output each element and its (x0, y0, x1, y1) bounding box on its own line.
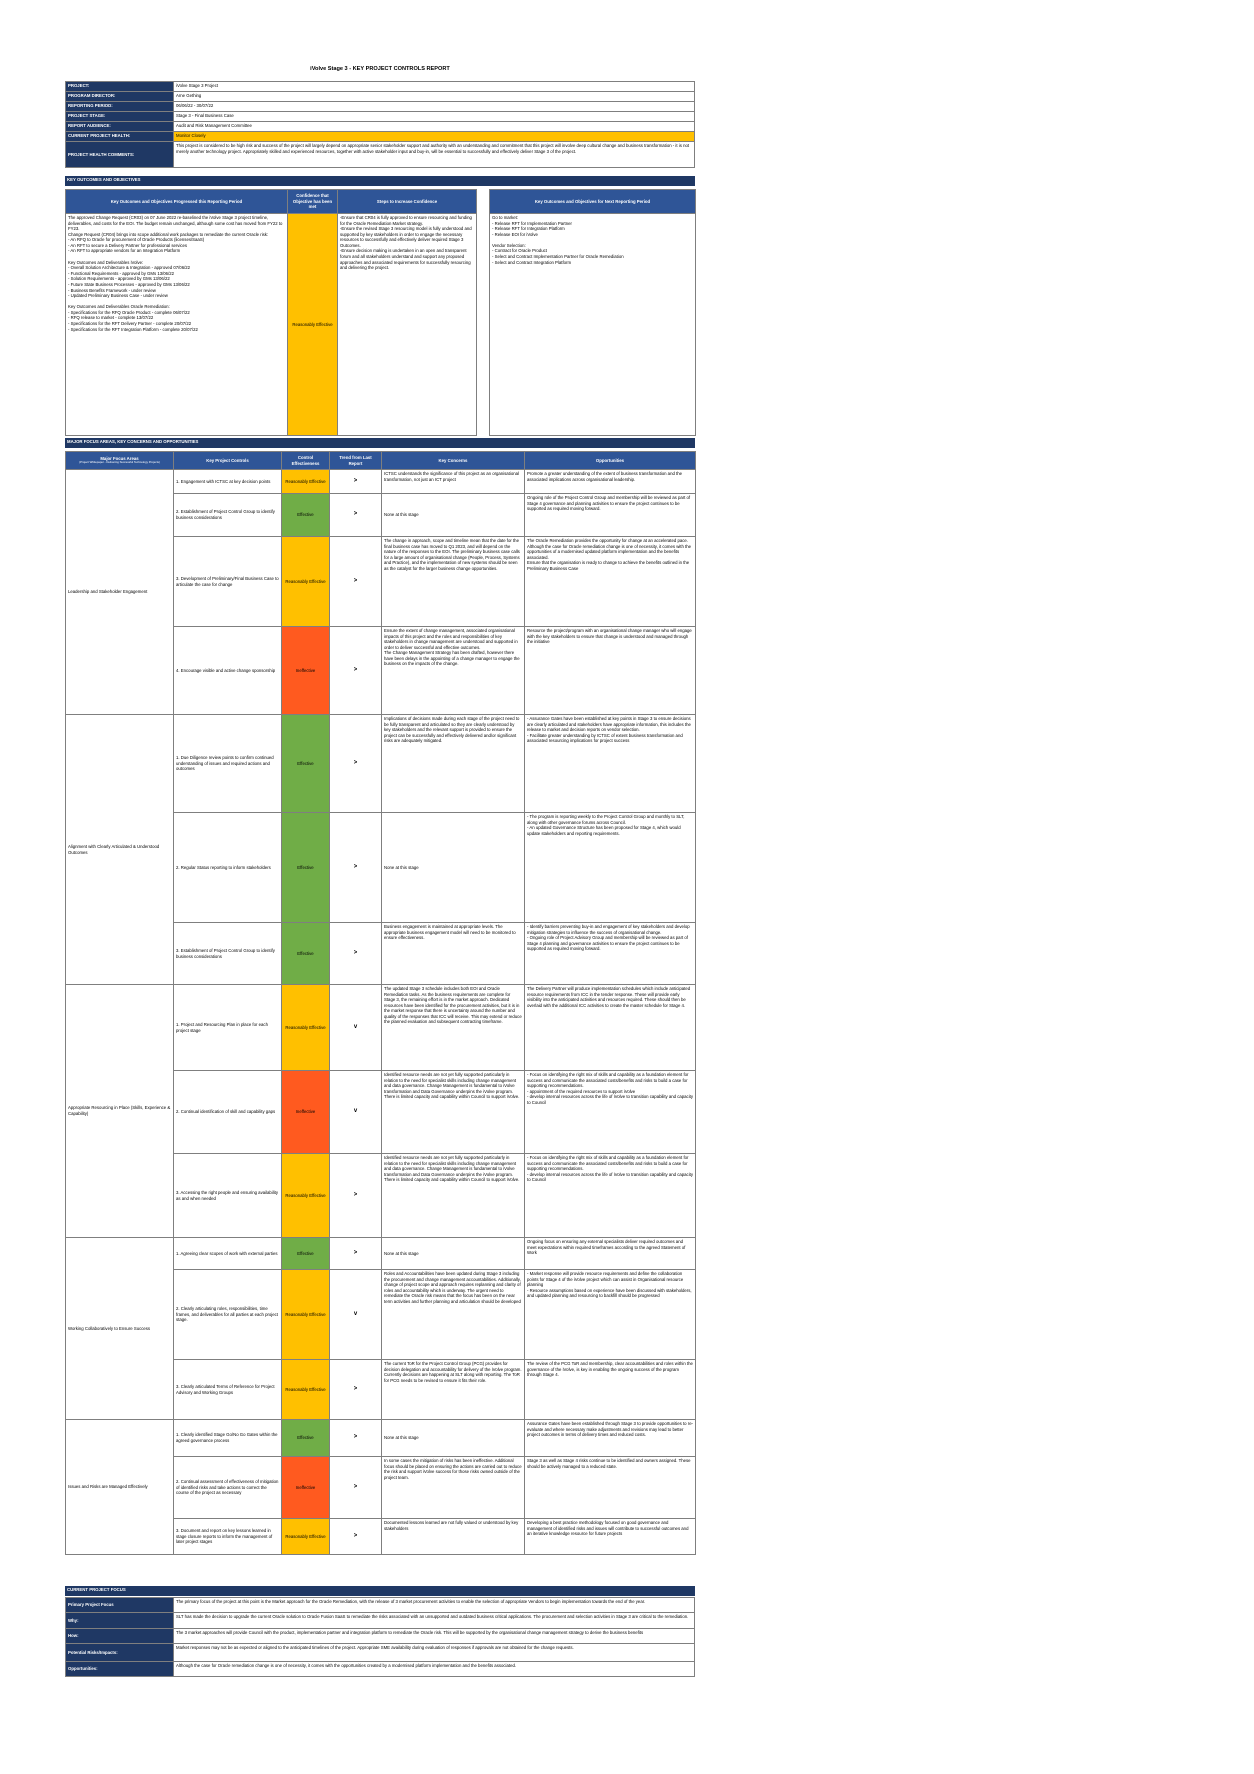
concern-text: Documented lessons learned are not fully valued or understood by key stakeholders (382, 1519, 525, 1555)
control-text: 2. Regular Status reporting to inform stakeholders (174, 813, 282, 923)
current-focus-value: The primary focus of the project at this point is the Market approach for the Oracle Remediation, with the release of 3 market procurement activities to enable the selection of appropriate Vendors to begin implementation towards the end of the year. (174, 1598, 695, 1613)
effectiveness-rating: Reasonably Effective (282, 470, 330, 494)
opportunity-text: - Focus on identifying the right mix of skills and capability as a foundation element for success and communicate the associated costs/benefits and risks to build a case for supporting recommendations. - develop internal resources across the life of iVolve to transition capability and capacity to Council (525, 1154, 696, 1238)
spacer-cell (477, 190, 490, 214)
control-text: 1. Due Diligence review points to confirm continued understanding of issues and required actions and outcomes (174, 715, 282, 813)
info-label: PROJECT HEALTH COMMENTS: (66, 142, 174, 168)
project-info-row (66, 112, 695, 122)
opportunity-text: Promote a greater understanding of the extent of business transformation and the associated implications across organisational leadership. (525, 470, 696, 494)
concern-text: Business engagement is maintained at appropriate levels. The appropriate business engagement model will need to be monitored to ensure effectiveness. (382, 923, 525, 985)
effectiveness-rating: Effective (282, 1238, 330, 1270)
project-info-row (66, 142, 695, 168)
info-label: CURRENT PROJECT HEALTH: (66, 132, 174, 142)
control-text: 3. Clearly articulated Terms of Reference for Project Advisory and Working Groups (174, 1360, 282, 1420)
control-text: 3. Establishment of Project Control Group to identify business considerations (174, 923, 282, 985)
control-text: 3. Document and report on key lessons learned in stage closure reports to inform the management of later project stages (174, 1519, 282, 1555)
current-focus-row (66, 1644, 695, 1662)
opportunity-text: Developing a best practice methodology focused on good governance and management of identified risks and issues will contribute to successful outcomes and an iterative knowledge resource for future projects (525, 1519, 696, 1555)
control-text: 4. Encourage visible and active change sponsorship (174, 627, 282, 715)
opportunity-text: - Identify barriers preventing buy-in and engagement of key stakeholders and develop mitigation strategies to influence the success of organisational change. - Ongoing role of Project Advisory Group and membership will be reviewed as part of Stage 4 planning and governance activities to ensure the project continues to be supported as required moving forward. (525, 923, 696, 985)
info-label: REPORTING PERIOD: (66, 102, 174, 112)
trend-indicator: > (330, 1238, 382, 1270)
effectiveness-rating: Reasonably Effective (282, 985, 330, 1071)
trend-indicator: > (330, 494, 382, 537)
trend-indicator: > (330, 1519, 382, 1555)
focus-row (66, 985, 696, 1071)
col-focus-area: Major Focus Areas (Project Whitepaper - Delivering Successful Technology Projects) (66, 452, 174, 470)
current-focus-value: Market responses may not be as expected or aligned to the anticipated timelines of the project. Appropriate SME availability during evaluation of responses if approvals are not obtained for the change requests. (174, 1644, 695, 1662)
trend-indicator: > (330, 1360, 382, 1420)
col-focus-area-sub: (Project Whitepaper - Delivering Successful Technology Projects) (79, 460, 160, 465)
col-concerns: Key Concerns (382, 452, 525, 470)
opportunity-text: Stage 3 as well as Stage 4 risks continue to be identified and owners assigned. These should be actively managed to a reduced state. (525, 1457, 696, 1519)
focus-row (66, 715, 696, 813)
info-value: Audit and Risk Management Committee (174, 122, 695, 132)
col-next: Key Outcomes and Objectives for Next Reporting Period (490, 190, 696, 214)
control-text: 1. Clearly identified Stage Go/No Go Gates within the agreed governance process (174, 1420, 282, 1457)
focus-area-label: Alignment with Clearly Articulated & Understood Outcomes (66, 715, 174, 985)
col-steps: Steps to Increase Confidence (338, 190, 477, 214)
effectiveness-rating: Effective (282, 813, 330, 923)
next-text: Go to market: - Release RFT for Implementation Partner - Release RFT for Integration Platform - Release EOI for iVolve Vendor Selection: - Contract for Oracle Product - Select and Contract Implementation Partner for Oracle Remediation - Select and Contract Integration Platform (490, 214, 696, 436)
current-focus-band: CURRENT PROJECT FOCUS (65, 1586, 695, 1596)
info-label: PROGRAM DIRECTOR: (66, 92, 174, 102)
info-label: REPORT AUDIENCE: (66, 122, 174, 132)
focus-row (66, 1420, 696, 1457)
control-text: 1. Agreeing clear scopes of work with external parties (174, 1238, 282, 1270)
current-focus-value: The 3 market approaches will provide Council with the product, implementation partner and integration platform to remediate the Oracle risk. This will be supported by the organisational change management strategy to derive the business benefits (174, 1629, 695, 1644)
col-progressed: Key Outcomes and Objectives Progressed this Reporting Period (66, 190, 288, 214)
opportunity-text: - Focus on identifying the right mix of skills and capability as a foundation element for success and communicate the associated costs/benefits and risks to build a case for supporting recommendations. - appointment of the required resources to support iVolve - develop internal resources across the life of iVolve to transition capability and capacity to Council (525, 1071, 696, 1154)
spacer-cell (477, 214, 490, 436)
trend-indicator: > (330, 813, 382, 923)
project-info-row (66, 122, 695, 132)
control-text: 2. Continual assessment of effectiveness of mitigation of identified risks and take actions to correct the course of the project as necessary (174, 1457, 282, 1519)
project-info-table (65, 81, 695, 168)
info-value: This project is considered to be high risk and success of the project will largely depend on appropriate senior stakeholder support and authority with an understanding and commitment that this project will involve deep cultural change and business transformation - it is not merely another technology project. Appropriately skilled and experienced resources, together with active stakeholder input and buy-in, will be essential to successfully and effectively deliver Stage 3 of the project. (174, 142, 695, 168)
project-info-row (66, 82, 695, 92)
key-outcomes-table (65, 189, 696, 436)
opportunity-text: The review of the PCG ToR and membership, clear accountabilities and roles within the governance of the iVolve, is key in enabling the ongoing success of the program through Stage 4. (525, 1360, 696, 1420)
control-text: 1. Engagement with ICTSC at key decision points (174, 470, 282, 494)
project-info-row (66, 102, 695, 112)
control-text: 3. Accessing the right people and ensuring availability as and when needed (174, 1154, 282, 1238)
effectiveness-rating: Reasonably Effective (282, 1360, 330, 1420)
concern-text: None at this stage (382, 1420, 525, 1457)
current-focus-label: How: (66, 1629, 174, 1644)
info-value: Arne Gething (174, 92, 695, 102)
concern-text: None at this stage (382, 494, 525, 537)
focus-area-label: Leadership and Stakeholder Engagement (66, 470, 174, 715)
trend-indicator: > (330, 923, 382, 985)
project-health-value: Monitor Closely (174, 132, 695, 142)
concern-text: Roles and Accountabilities have been updated during Stage 3 including the procurement and change management accountabilities. Additionally, change of project scope and approach requires replanning and clarity of roles and accountability which is underway. The urgent need to remediate the Oracle risk means that the focus has been on the near term activities and further planning and articulation should be developed (382, 1270, 525, 1360)
trend-indicator: > (330, 1420, 382, 1457)
current-focus-section (65, 1586, 695, 1677)
effectiveness-rating: Ineffective (282, 627, 330, 715)
current-focus-row (66, 1613, 695, 1629)
concern-text: ICTSC understands the significance of this project as an organisational transformation, not just an ICT project (382, 470, 525, 494)
col-confidence: Confidence that Objective has been met (288, 190, 338, 214)
focus-row (66, 1238, 696, 1270)
info-label: PROJECT: (66, 82, 174, 92)
steps-text: -Ensure that CR04 is fully approved to ensure resourcing and funding for the Oracle Remediation Market strategy. -Ensure the revised Stage 3 resourcing model is fully understood and supported by key stakeholders in order to engage the necessary resources to successfully and effectively deliver required Stage 3 Outcomes. -Ensure decision making is undertaken in an open and transparent forum and all stakeholders understand and support any proposed approaches and associated requirements for successfully resourcing and delivering the project. (338, 214, 477, 436)
concern-text: None at this stage (382, 813, 525, 923)
effectiveness-rating: Effective (282, 923, 330, 985)
focus-area-label: Working Collaboratively to Ensure Success (66, 1238, 174, 1420)
control-text: 2. Establishment of Project Control Group to identify business considerations (174, 494, 282, 537)
current-focus-row (66, 1629, 695, 1644)
current-focus-label: Potential Risks/Impacts: (66, 1644, 174, 1662)
current-focus-row (66, 1662, 695, 1677)
trend-indicator: v (330, 1270, 382, 1360)
opportunity-text: The Oracle Remediation provides the opportunity for change at an accelerated pace. Although the case for Oracle remediation change is one of necessity, it comes with the opportunities of a modernised updated platform implementation and the benefits associated. Ensure that the organisation is ready to change to achieve the benefits outlined in the Preliminary Business Case (525, 537, 696, 627)
concern-text: None at this stage (382, 1238, 525, 1270)
opportunity-text: Ongoing focus on ensuring any external specialists deliver required outcomes and meet expectations within required timeframes according to the agreed Statement of Work (525, 1238, 696, 1270)
effectiveness-rating: Reasonably Effective (282, 1154, 330, 1238)
confidence-rating: Reasonably Effective (288, 214, 338, 436)
focus-row (66, 470, 696, 494)
opportunity-text: Ongoing role of the Project Control Group and membership will be reviewed as part of Stage 4 governance and planning activities to ensure the project continues to be supported as required moving forward. (525, 494, 696, 537)
control-text: 2. Clearly articulating roles, responsibilities, time frames, and deliverables for all parties at each project stage. (174, 1270, 282, 1360)
concern-text: Identified resource needs are not yet fully supported particularly in relation to the need for specialist skills including change management and data governance. Change Management is fundamental to iVolve transformation and Data Governance underpins the iVolve program. There is limited capacity and capability within Council to support iVolve. (382, 1154, 525, 1238)
focus-area-label: Appropriate Resourcing in Place (Skills, Experience & Capability) (66, 985, 174, 1238)
current-focus-table (65, 1597, 695, 1677)
opportunity-text: - The program is reporting weekly to the Project Control Group and monthly to SLT, along with other governance forums across Council. - An updated Governance Structure has been proposed for Stage 4, which would update stakeholders and reporting requirements. (525, 813, 696, 923)
opportunity-text: Assurance Gates have been established through Stage 3 to provide opportunities to re-evaluate and where necessary make adjustments and revisions may lead to better project outcomes in terms of delivery times and reduced costs. (525, 1420, 696, 1457)
focus-areas-table (65, 451, 696, 1555)
trend-indicator: > (330, 715, 382, 813)
current-focus-value: Although the case for Oracle remediation change is one of necessity, it comes with the opportunities created by a modernised platform implementation and the benefits associated. (174, 1662, 695, 1677)
col-effectiveness: Control Effectiveness (282, 452, 330, 470)
key-outcomes-band: KEY OUTCOMES AND OBJECTIVES (65, 176, 695, 186)
concern-text: The change in approach, scope and timeline mean that the date for the final business case has moved to Q1 2023, and will depend on the nature of the responses to the EOI. The preliminary business case calls for a large amount of organisational change (People, Process, Systems and Practice), and the implementation of new systems should be seen as the catalyst for the larger business change opportunities. (382, 537, 525, 627)
effectiveness-rating: Ineffective (282, 1071, 330, 1154)
effectiveness-rating: Effective (282, 1420, 330, 1457)
concern-text: The current ToR for the Project Control Group (PCG) provides for decision delegation and accountability for delivery of the iVolve program. Currently decisions are happening at SLT along with reporting. The ToR for PCG needs to be revised to ensure it fits their role. (382, 1360, 525, 1420)
concern-text: Implications of decisions made during each stage of the project need to be fully transparent and articulated so they are clearly understood by key stakeholders and the relevant support is provided to ensure the project can be successfully and effectively delivered and/or significant risks are adequately mitigated. (382, 715, 525, 813)
focus-areas-band: MAJOR FOCUS AREAS, KEY CONCERNS AND OPPORTUNITIES (65, 438, 695, 448)
trend-indicator: > (330, 1457, 382, 1519)
trend-indicator: v (330, 985, 382, 1071)
effectiveness-rating: Ineffective (282, 1457, 330, 1519)
focus-area-label: Issues and Risks are Managed Effectively (66, 1420, 174, 1555)
effectiveness-rating: Reasonably Effective (282, 1519, 330, 1555)
current-focus-row (66, 1598, 695, 1613)
trend-indicator: > (330, 627, 382, 715)
concern-text: Identified resource needs are not yet fully supported particularly in relation to the need for specialist skills including change management and data governance. Change Management is fundamental to iVolve transformation and Data Governance underpins the iVolve program. There is limited capacity and capability within Council to support iVolve. (382, 1071, 525, 1154)
concern-text: The updated Stage 3 schedule includes both EOI and Oracle Remediation tasks. As the business requirements are complete for Stage 3, the remaining effort is in the market approach. Dedicated resources have been identified for the procurement activities, but it is in the market response that there is uncertainty around the number and quality of the responses that ICC will receive. This may extend or reduce the planned evaluation and subsequent contracting timeframe. (382, 985, 525, 1071)
control-text: 3. Development of Preliminary/Final Business Case to articulate the case for change (174, 537, 282, 627)
effectiveness-rating: Reasonably Effective (282, 537, 330, 627)
trend-indicator: v (330, 1071, 382, 1154)
opportunity-text: Resource the project/program with an organisational change manager who will engage with the key stakeholders to ensure that change is understood and managed through the initiative (525, 627, 696, 715)
opportunity-text: The Delivery Partner will produce implementation schedules which include anticipated resource requirements from ICC in the tender response. These will provide early visibility into the anticipated activities and resources required. These should then be overlaid with the additional ICC activities to create the master schedule for Stage 4. (525, 985, 696, 1071)
trend-indicator: > (330, 470, 382, 494)
project-info-row (66, 132, 695, 142)
control-text: 1. Project and Resourcing Plan in place for each project stage (174, 985, 282, 1071)
col-trend: Trend from Last Report (330, 452, 382, 470)
current-focus-value: SLT has made the decision to upgrade the current Oracle solution to Oracle Fusion SaaS to remediate the risks associated with an unsupported and outdated business critical applications. The procurement and selection activities in Stage 3 are critical to the remediation. (174, 1613, 695, 1629)
info-label: PROJECT STAGE: (66, 112, 174, 122)
current-focus-label: Why: (66, 1613, 174, 1629)
opportunity-text: - Market response will provide resource requirements and define the collaboration points for Stage 4 of the iVolve project which can assist in Organisational resource planning - Resource assumptions based on experience have been discussed with stakeholders, and updated planning and resourcing to backfill should be progressed (525, 1270, 696, 1360)
control-text: 2. Continual identification of skill and capability gaps (174, 1071, 282, 1154)
trend-indicator: > (330, 537, 382, 627)
info-value: iVolve Stage 3 Project (174, 82, 695, 92)
effectiveness-rating: Effective (282, 715, 330, 813)
info-value: Stage 3 - Final Business Case (174, 112, 695, 122)
concern-text: Ensure the extent of change management, associated organisational impacts of this project and the roles and responsibilities of key stakeholders in change management are understood and supported in order to deliver successful and effective outcomes. The Change Management Strategy has been drafted, however there have been delays in the appointing of a change manager to engage the business on the impacts of the change. (382, 627, 525, 715)
report-title: iVolve Stage 3 - KEY PROJECT CONTROLS REPORT (310, 66, 450, 72)
trend-indicator: > (330, 1154, 382, 1238)
info-value: 06/06/22 - 30/07/22 (174, 102, 695, 112)
current-focus-label: Opportunities: (66, 1662, 174, 1677)
progressed-text: The approved Change Request (CR03) on 07 June 2022 re-baselined the iVolve Stage 3 project timeline, deliverables, and costs for the EOI. The budget remain unchanged, although some cost has moved from FY22 to FY23. Change Request (CR04) brings into scope additional work packages to remediate the current Oracle risk: - An RFQ to Oracle for procurement of Oracle Products (licenses/SaaS) - An RFT to secure a Delivery Partner for professional services - An RFT to appropriate vendors for an Integration Platform Key Outcomes and Deliverables iVolve: - Overall Solution Architecture & Integration - approved 07/06/22 - Functional Requirements - approved by GMs 13/06/22 - Solution Requirements - approved by GMs 13/06/22 - Future State Business Processes - approved by GMs 13/06/22 - Business Benefits Framework - under review - Updated Preliminary Business Case - under review Key Outcomes and Deliverables Oracle Remediation: - Specifications for the RFQ Oracle Product - complete 06/07/22 - RFQ release to market - complete 13/07/22 - Specifications for the RFT Delivery Partner - complete 20/07/22 - Specifications for the RFT Integration Platform - complete 20/07/22 (66, 214, 288, 436)
key-outcomes-section (65, 176, 695, 436)
col-controls: Key Project Controls (174, 452, 282, 470)
col-opportunities: Opportunities (525, 452, 696, 470)
project-info-row (66, 92, 695, 102)
concern-text: In some cases the mitigation of risks has been ineffective. Additional focus should be placed on ensuring the actions are carried out to reduce the risk and support iVolve success for those risks owned outside of the project team. (382, 1457, 525, 1519)
opportunity-text: - Assurance Gates have been established at key points in Stage 3 to ensure decisions are clearly articulated and stakeholders have appropriate information, this includes the release to market and decision reports on vendor selection. - Facilitate greater understanding by ICTSC of extent business transformation and associated resourcing implications for project success (525, 715, 696, 813)
effectiveness-rating: Effective (282, 494, 330, 537)
effectiveness-rating: Reasonably Effective (282, 1270, 330, 1360)
current-focus-label: Primary Project Focus (66, 1598, 174, 1613)
focus-areas-section (65, 438, 695, 1555)
